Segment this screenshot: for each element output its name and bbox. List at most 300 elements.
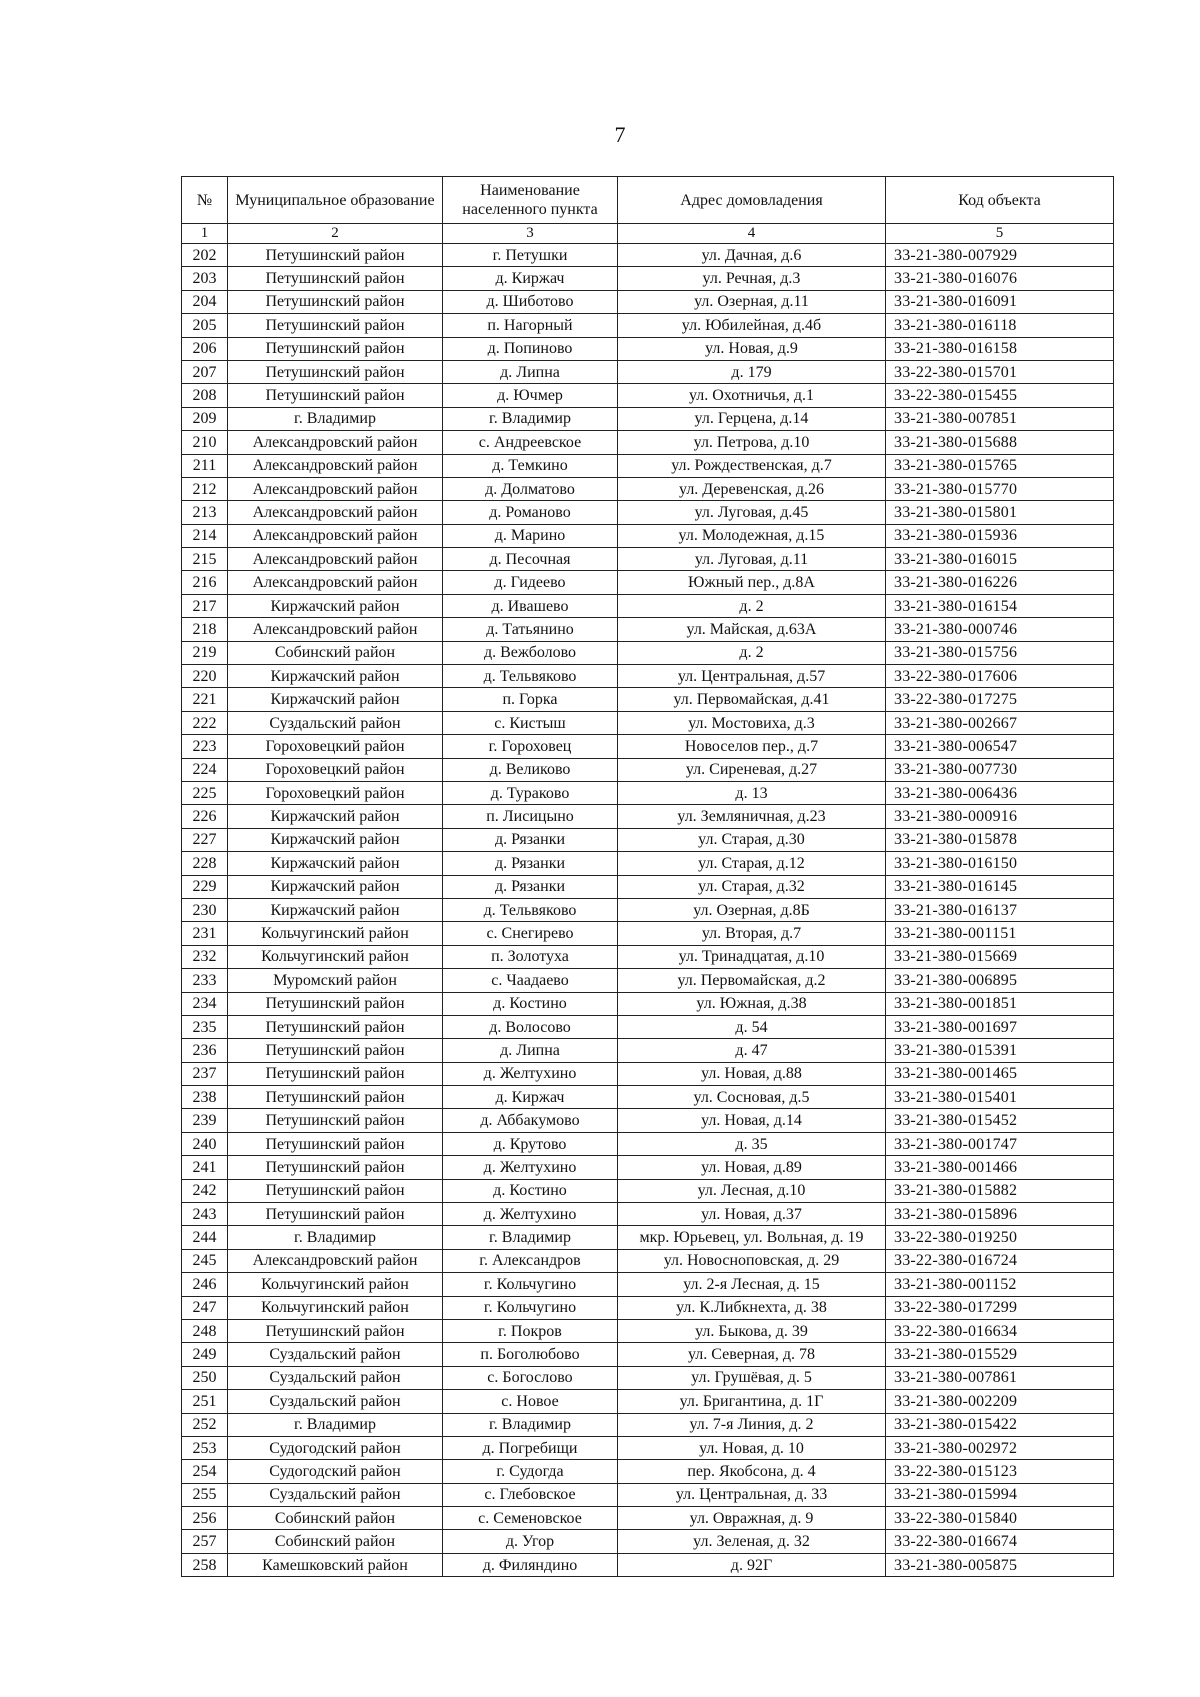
cell-number: 225 (182, 781, 228, 804)
cell-settlement: д. Тураково (443, 781, 618, 804)
cell-municipality: Камешковский район (228, 1553, 443, 1576)
cell-settlement: д. Липна (443, 360, 618, 383)
cell-number: 221 (182, 688, 228, 711)
table-row (182, 1156, 1114, 1179)
cell-settlement: с. Семеновское (443, 1507, 618, 1530)
cell-settlement: д. Желтухино (443, 1156, 618, 1179)
cell-address: ул. Новая, д.89 (618, 1156, 886, 1179)
cell-municipality: Суздальский район (228, 1343, 443, 1366)
cell-number: 228 (182, 852, 228, 875)
cell-number: 208 (182, 384, 228, 407)
cell-address: ул. Новая, д.37 (618, 1203, 886, 1226)
cell-number: 211 (182, 454, 228, 477)
cell-object-code: 33-21-380-015801 (886, 501, 1114, 524)
cell-settlement: с. Кистыш (443, 711, 618, 734)
cell-settlement: д. Попиново (443, 337, 618, 360)
cell-municipality: Петушинский район (228, 1015, 443, 1038)
cell-municipality: Александровский район (228, 1249, 443, 1272)
cell-address: ул. Первомайская, д.2 (618, 969, 886, 992)
cell-object-code: 33-22-380-016674 (886, 1530, 1114, 1553)
cell-object-code: 33-21-380-015756 (886, 641, 1114, 664)
cell-municipality: г. Владимир (228, 1226, 443, 1249)
cell-object-code: 33-21-380-002209 (886, 1390, 1114, 1413)
table-row (182, 688, 1114, 711)
cell-municipality: Петушинский район (228, 384, 443, 407)
cell-municipality: Кольчугинский район (228, 1296, 443, 1319)
cell-address: д. 2 (618, 641, 886, 664)
cell-number: 258 (182, 1553, 228, 1576)
cell-address: ул. Вторая, д.7 (618, 922, 886, 945)
cell-municipality: Петушинский район (228, 267, 443, 290)
cell-object-code: 33-22-380-015455 (886, 384, 1114, 407)
cell-object-code: 33-21-380-000916 (886, 805, 1114, 828)
cell-number: 222 (182, 711, 228, 734)
cell-settlement: п. Боголюбово (443, 1343, 618, 1366)
cell-municipality: Киржачский район (228, 594, 443, 617)
cell-municipality: Петушинский район (228, 290, 443, 313)
cell-address: ул. Сиреневая, д.27 (618, 758, 886, 781)
table-row (182, 1062, 1114, 1085)
cell-settlement: п. Нагорный (443, 314, 618, 337)
header-row (182, 177, 1114, 224)
cell-number: 206 (182, 337, 228, 360)
cell-settlement: д. Ючмер (443, 384, 618, 407)
cell-settlement: д. Гидеево (443, 571, 618, 594)
cell-address: мкр. Юрьевец, ул. Вольная, д. 19 (618, 1226, 886, 1249)
cell-object-code: 33-21-380-015770 (886, 477, 1114, 500)
cell-address: ул. Старая, д.32 (618, 875, 886, 898)
cell-address: ул. Старая, д.30 (618, 828, 886, 851)
cell-object-code: 33-21-380-015669 (886, 945, 1114, 968)
cell-object-code: 33-21-380-016137 (886, 898, 1114, 921)
cell-object-code: 33-22-380-015840 (886, 1507, 1114, 1530)
table-row (182, 969, 1114, 992)
cell-settlement: г. Петушки (443, 244, 618, 267)
cell-address: д. 35 (618, 1132, 886, 1155)
cell-number: 252 (182, 1413, 228, 1436)
cell-settlement: д. Великово (443, 758, 618, 781)
cell-number: 207 (182, 360, 228, 383)
cell-object-code: 33-21-380-015994 (886, 1483, 1114, 1506)
cell-object-code: 33-22-380-015123 (886, 1460, 1114, 1483)
cell-settlement: д. Ивашево (443, 594, 618, 617)
cell-address: ул. Овражная, д. 9 (618, 1507, 886, 1530)
cell-settlement: г. Владимир (443, 407, 618, 430)
cell-object-code: 33-22-380-015701 (886, 360, 1114, 383)
cell-address: Южный пер., д.8А (618, 571, 886, 594)
cell-settlement: с. Чаадаево (443, 969, 618, 992)
cell-number: 202 (182, 244, 228, 267)
table-row (182, 1203, 1114, 1226)
cell-settlement: д. Филяндино (443, 1553, 618, 1576)
cell-object-code: 33-22-380-016724 (886, 1249, 1114, 1272)
cell-object-code: 33-21-380-001851 (886, 992, 1114, 1015)
cell-municipality: Петушинский район (228, 1039, 443, 1062)
table-row (182, 641, 1114, 664)
cell-number: 240 (182, 1132, 228, 1155)
cell-number: 256 (182, 1507, 228, 1530)
table-row (182, 852, 1114, 875)
cell-municipality: Гороховецкий район (228, 735, 443, 758)
header-address: Адрес домовладения (618, 177, 886, 224)
cell-number: 214 (182, 524, 228, 547)
table-row (182, 431, 1114, 454)
cell-municipality: Суздальский район (228, 1390, 443, 1413)
cell-settlement: г. Владимир (443, 1413, 618, 1436)
cell-object-code: 33-21-380-016226 (886, 571, 1114, 594)
cell-municipality: Суздальский район (228, 1483, 443, 1506)
cell-object-code: 33-21-380-007851 (886, 407, 1114, 430)
cell-number: 213 (182, 501, 228, 524)
cell-address: ул. К.Либкнехта, д. 38 (618, 1296, 886, 1319)
cell-municipality: Петушинский район (228, 1109, 443, 1132)
cell-municipality: Александровский район (228, 618, 443, 641)
table-row (182, 1249, 1114, 1272)
table-row (182, 665, 1114, 688)
cell-number: 237 (182, 1062, 228, 1085)
cell-number: 216 (182, 571, 228, 594)
cell-municipality: Гороховецкий район (228, 758, 443, 781)
column-numbers-row (182, 224, 1114, 244)
cell-address: д. 179 (618, 360, 886, 383)
cell-municipality: г. Владимир (228, 407, 443, 430)
cell-municipality: Петушинский район (228, 1062, 443, 1085)
header-municipality: Муниципальное образование (228, 177, 443, 224)
cell-municipality: Петушинский район (228, 1203, 443, 1226)
cell-object-code: 33-21-380-016154 (886, 594, 1114, 617)
table-row (182, 898, 1114, 921)
cell-municipality: Собинский район (228, 641, 443, 664)
cell-object-code: 33-21-380-016158 (886, 337, 1114, 360)
cell-settlement: д. Песочная (443, 548, 618, 571)
cell-settlement: с. Снегирево (443, 922, 618, 945)
cell-number: 235 (182, 1015, 228, 1038)
cell-municipality: Петушинский район (228, 314, 443, 337)
cell-address: ул. Сосновая, д.5 (618, 1086, 886, 1109)
cell-address: д. 47 (618, 1039, 886, 1062)
cell-object-code: 33-22-380-017606 (886, 665, 1114, 688)
cell-object-code: 33-21-380-015878 (886, 828, 1114, 851)
table-row (182, 1179, 1114, 1202)
table-row (182, 524, 1114, 547)
cell-number: 229 (182, 875, 228, 898)
header-object-code: Код объекта (886, 177, 1114, 224)
table-row (182, 1390, 1114, 1413)
cell-address: пер. Якобсона, д. 4 (618, 1460, 886, 1483)
cell-object-code: 33-21-380-015688 (886, 431, 1114, 454)
cell-settlement: д. Тельвяково (443, 898, 618, 921)
column-number: 1 (182, 224, 228, 244)
cell-settlement: с. Богослово (443, 1366, 618, 1389)
cell-number: 255 (182, 1483, 228, 1506)
table-row (182, 992, 1114, 1015)
cell-address: ул. Новая, д.88 (618, 1062, 886, 1085)
cell-settlement: д. Рязанки (443, 852, 618, 875)
cell-address: ул. Петрова, д.10 (618, 431, 886, 454)
cell-address: ул. Северная, д. 78 (618, 1343, 886, 1366)
cell-settlement: д. Желтухино (443, 1203, 618, 1226)
cell-address: д. 2 (618, 594, 886, 617)
cell-number: 254 (182, 1460, 228, 1483)
cell-number: 219 (182, 641, 228, 664)
table-row (182, 314, 1114, 337)
cell-settlement: д. Желтухино (443, 1062, 618, 1085)
cell-municipality: Судогодский район (228, 1436, 443, 1459)
table-row (182, 454, 1114, 477)
cell-object-code: 33-21-380-015765 (886, 454, 1114, 477)
cell-municipality: Петушинский район (228, 1086, 443, 1109)
cell-object-code: 33-21-380-015391 (886, 1039, 1114, 1062)
cell-number: 227 (182, 828, 228, 851)
table-row (182, 290, 1114, 313)
table-row (182, 945, 1114, 968)
cell-municipality: Киржачский район (228, 852, 443, 875)
table-row (182, 1086, 1114, 1109)
cell-address: ул. Тринадцатая, д.10 (618, 945, 886, 968)
table-row (182, 1015, 1114, 1038)
cell-address: ул. Лесная, д.10 (618, 1179, 886, 1202)
cell-settlement: д. Костино (443, 1179, 618, 1202)
cell-settlement: д. Рязанки (443, 875, 618, 898)
cell-address: ул. Герцена, д.14 (618, 407, 886, 430)
table-row (182, 1226, 1114, 1249)
cell-settlement: д. Аббакумово (443, 1109, 618, 1132)
cell-municipality: Петушинский район (228, 1132, 443, 1155)
cell-number: 247 (182, 1296, 228, 1319)
cell-address: ул. Новая, д.14 (618, 1109, 886, 1132)
cell-number: 218 (182, 618, 228, 641)
cell-object-code: 33-21-380-006436 (886, 781, 1114, 804)
cell-number: 243 (182, 1203, 228, 1226)
table-row (182, 875, 1114, 898)
cell-municipality: Судогодский район (228, 1460, 443, 1483)
cell-number: 234 (182, 992, 228, 1015)
table-body (182, 244, 1114, 1577)
cell-settlement: д. Долматово (443, 477, 618, 500)
cell-settlement: д. Тельвяково (443, 665, 618, 688)
cell-municipality: Петушинский район (228, 992, 443, 1015)
column-number: 3 (443, 224, 618, 244)
table-row (182, 407, 1114, 430)
cell-address: ул. Старая, д.12 (618, 852, 886, 875)
cell-municipality: Киржачский район (228, 805, 443, 828)
table-row (182, 1343, 1114, 1366)
column-number: 5 (886, 224, 1114, 244)
table-row (182, 618, 1114, 641)
cell-address: ул. Озерная, д.8Б (618, 898, 886, 921)
cell-settlement: д. Крутово (443, 1132, 618, 1155)
cell-object-code: 33-21-380-001152 (886, 1273, 1114, 1296)
table-row (182, 1039, 1114, 1062)
cell-municipality: Муромский район (228, 969, 443, 992)
cell-municipality: Кольчугинский район (228, 945, 443, 968)
cell-municipality: Петушинский район (228, 360, 443, 383)
cell-settlement: п. Лисицыно (443, 805, 618, 828)
cell-settlement: г. Кольчугино (443, 1273, 618, 1296)
cell-address: ул. Земляничная, д.23 (618, 805, 886, 828)
table-row (182, 1483, 1114, 1506)
header-settlement: Наименование населенного пункта (443, 177, 618, 224)
cell-object-code: 33-22-380-017275 (886, 688, 1114, 711)
cell-address: д. 54 (618, 1015, 886, 1038)
cell-address: ул. Молодежная, д.15 (618, 524, 886, 547)
cell-settlement: п. Золотуха (443, 945, 618, 968)
cell-number: 210 (182, 431, 228, 454)
households-table (181, 176, 1114, 1577)
cell-number: 250 (182, 1366, 228, 1389)
cell-municipality: Собинский район (228, 1507, 443, 1530)
cell-address: ул. Майская, д.63А (618, 618, 886, 641)
cell-number: 245 (182, 1249, 228, 1272)
cell-object-code: 33-21-380-015896 (886, 1203, 1114, 1226)
table-row (182, 384, 1114, 407)
cell-address: ул. Центральная, д.57 (618, 665, 886, 688)
cell-number: 231 (182, 922, 228, 945)
header-number: № (182, 177, 228, 224)
cell-number: 215 (182, 548, 228, 571)
table-row (182, 594, 1114, 617)
cell-number: 220 (182, 665, 228, 688)
cell-number: 242 (182, 1179, 228, 1202)
cell-address: ул. Юбилейная, д.4б (618, 314, 886, 337)
cell-address: ул. Грушёвая, д. 5 (618, 1366, 886, 1389)
cell-number: 217 (182, 594, 228, 617)
cell-object-code: 33-22-380-019250 (886, 1226, 1114, 1249)
cell-number: 205 (182, 314, 228, 337)
cell-number: 248 (182, 1319, 228, 1342)
cell-number: 239 (182, 1109, 228, 1132)
cell-address: ул. Мостовиха, д.3 (618, 711, 886, 734)
cell-number: 233 (182, 969, 228, 992)
cell-municipality: Александровский район (228, 524, 443, 547)
cell-object-code: 33-21-380-001747 (886, 1132, 1114, 1155)
cell-address: ул. 2-я Лесная, д. 15 (618, 1273, 886, 1296)
table-row (182, 548, 1114, 571)
cell-object-code: 33-21-380-006895 (886, 969, 1114, 992)
cell-address: д. 13 (618, 781, 886, 804)
table-row (182, 758, 1114, 781)
cell-municipality: Петушинский район (228, 244, 443, 267)
cell-address: ул. Центральная, д. 33 (618, 1483, 886, 1506)
table-row (182, 1530, 1114, 1553)
cell-object-code: 33-21-380-016145 (886, 875, 1114, 898)
cell-settlement: д. Вежболово (443, 641, 618, 664)
cell-settlement: д. Костино (443, 992, 618, 1015)
cell-number: 223 (182, 735, 228, 758)
cell-number: 241 (182, 1156, 228, 1179)
cell-settlement: д. Татьянино (443, 618, 618, 641)
cell-municipality: г. Владимир (228, 1413, 443, 1436)
table-row (182, 922, 1114, 945)
cell-settlement: с. Новое (443, 1390, 618, 1413)
cell-address: ул. Рождественская, д.7 (618, 454, 886, 477)
table-row (182, 501, 1114, 524)
cell-object-code: 33-21-380-016091 (886, 290, 1114, 313)
cell-municipality: Александровский район (228, 477, 443, 500)
table-row (182, 477, 1114, 500)
cell-municipality: Киржачский район (228, 828, 443, 851)
cell-settlement: г. Судогда (443, 1460, 618, 1483)
cell-settlement: д. Романово (443, 501, 618, 524)
cell-address: д. 92Г (618, 1553, 886, 1576)
cell-object-code: 33-22-380-017299 (886, 1296, 1114, 1319)
cell-number: 244 (182, 1226, 228, 1249)
cell-municipality: Петушинский район (228, 1156, 443, 1179)
cell-object-code: 33-21-380-007929 (886, 244, 1114, 267)
table-row (182, 360, 1114, 383)
cell-municipality: Киржачский район (228, 875, 443, 898)
cell-number: 249 (182, 1343, 228, 1366)
cell-address: ул. Новая, д. 10 (618, 1436, 886, 1459)
cell-settlement: г. Покров (443, 1319, 618, 1342)
cell-settlement: д. Угор (443, 1530, 618, 1553)
cell-settlement: д. Погребищи (443, 1436, 618, 1459)
cell-object-code: 33-21-380-015422 (886, 1413, 1114, 1436)
table-row (182, 1366, 1114, 1389)
table-row (182, 571, 1114, 594)
cell-address: ул. Речная, д.3 (618, 267, 886, 290)
cell-number: 212 (182, 477, 228, 500)
cell-settlement: д. Киржач (443, 1086, 618, 1109)
cell-object-code: 33-21-380-015452 (886, 1109, 1114, 1132)
cell-number: 209 (182, 407, 228, 430)
cell-settlement: д. Волосово (443, 1015, 618, 1038)
cell-number: 224 (182, 758, 228, 781)
cell-municipality: Киржачский район (228, 688, 443, 711)
cell-object-code: 33-21-380-001151 (886, 922, 1114, 945)
cell-address: ул. Быкова, д. 39 (618, 1319, 886, 1342)
cell-number: 246 (182, 1273, 228, 1296)
table-row (182, 1553, 1114, 1576)
table-row (182, 1436, 1114, 1459)
cell-object-code: 33-21-380-015936 (886, 524, 1114, 547)
cell-settlement: д. Липна (443, 1039, 618, 1062)
table-row (182, 244, 1114, 267)
cell-object-code: 33-21-380-015529 (886, 1343, 1114, 1366)
cell-municipality: Кольчугинский район (228, 1273, 443, 1296)
table-row (182, 711, 1114, 734)
column-number: 2 (228, 224, 443, 244)
cell-object-code: 33-21-380-016015 (886, 548, 1114, 571)
cell-municipality: Александровский район (228, 431, 443, 454)
cell-settlement: п. Горка (443, 688, 618, 711)
cell-municipality: Киржачский район (228, 665, 443, 688)
cell-municipality: Александровский район (228, 454, 443, 477)
cell-number: 232 (182, 945, 228, 968)
cell-object-code: 33-21-380-016118 (886, 314, 1114, 337)
table-row (182, 781, 1114, 804)
cell-number: 230 (182, 898, 228, 921)
table-row (182, 1132, 1114, 1155)
cell-municipality: Александровский район (228, 501, 443, 524)
cell-settlement: с. Андреевское (443, 431, 618, 454)
cell-object-code: 33-21-380-007730 (886, 758, 1114, 781)
table-row (182, 1109, 1114, 1132)
cell-object-code: 33-21-380-002972 (886, 1436, 1114, 1459)
cell-municipality: Петушинский район (228, 337, 443, 360)
cell-address: Новоселов пер., д.7 (618, 735, 886, 758)
cell-address: ул. Озерная, д.11 (618, 290, 886, 313)
cell-address: ул. Новосноповская, д. 29 (618, 1249, 886, 1272)
cell-municipality: Киржачский район (228, 898, 443, 921)
cell-object-code: 33-21-380-015882 (886, 1179, 1114, 1202)
cell-settlement: д. Шиботово (443, 290, 618, 313)
cell-number: 226 (182, 805, 228, 828)
table-row (182, 1273, 1114, 1296)
cell-number: 238 (182, 1086, 228, 1109)
cell-settlement: г. Александров (443, 1249, 618, 1272)
cell-object-code: 33-21-380-016076 (886, 267, 1114, 290)
